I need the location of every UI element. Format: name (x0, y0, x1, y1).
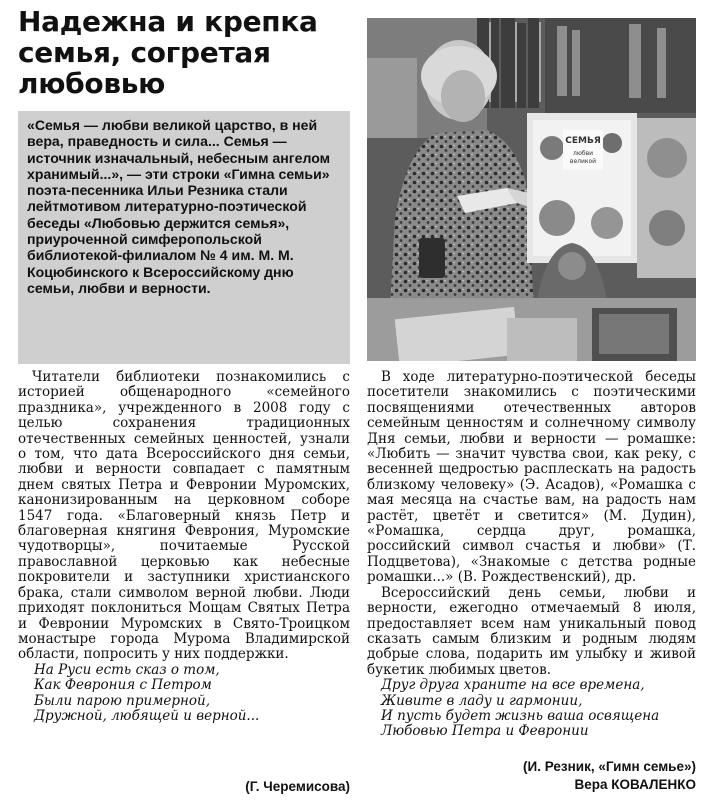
verse-line: И пусть будет жизнь ваша освящена (381, 707, 660, 724)
lead-text: «Семья — любви великой царство, в ней вера, праведность и сила... Семья — источник изначальный, небесным ангелом хранимый...», — эти строки «Гимна семьи» поэта-песенника Ильи Резника стали лейтмотивом литературно-поэтической беседы «Любовью держится семья», приуроченной симферопольской библиотекой-филиалом № 4 им. М. М. Коцюбинского к Всероссийскому дню семьи, любви и верности. (27, 117, 331, 296)
verse-line: Любовью Петра и Февронии (381, 723, 589, 740)
svg-text:любви: любви (572, 150, 594, 157)
verse-right-credit: (И. Резник, «Гимн семье») (523, 759, 696, 774)
verse-line: Были парою примерной, (34, 692, 211, 709)
article-photo (367, 18, 696, 361)
svg-text:великой: великой (569, 158, 597, 165)
verse-line: Живите в ладу и гармонии, (381, 692, 583, 709)
body-right-2: Всероссийский день семьи, любви и верности, ежегодно отмечаемый 8 июля, предоставляет всем нам уникальный повод сказать самым близким и родным людям добрые слова, подарить им улыбку и живой букетик любимых цветов. (367, 584, 696, 678)
verse-line: На Руси есть сказ о том, (34, 661, 220, 678)
verse-right (367, 678, 696, 740)
body-right-1: В ходе литературно-поэтической беседы посетители знакомились с поэтическими посвящениями отечественных авторов семейным ценностям и солнечному символу Дня семьи, любви и верности — ромашке: «Любить — значит чувства свои, как реку, с весенней щедростью расплескать на радость близкому человеку» (Э. Асадов), «Ромашка с мая месяца на счастье вам, на радость нам растёт, цветёт и светится» (М. Дудин), «Ромашка, сердца друг, ромашка, российский символ счастья и любви» (Т. Подцветова), «Знакомые с детства родные ромашки...» (В. Рождественский), др. (367, 369, 696, 586)
body-left: Читатели библиотеки познакомились с историей общенародного «семейного праздника», учрежденного в 2008 году с целью сохранения традиционных отечественных семейных ценностей, узнали о том, что дата Всероссийского дня семьи, любви и верности совпадает с памятным днем святых Петра и Февронии Муромских, канонизированным на церковном соборе 1547 года. «Благоверный князь Петр и благоверная княгиня Феврония, Муромские чудотворцы», почитаемые Русской православной церковью как небесные покровители и заступники христианского брака, стали символом верной любви. Люди приходят поклониться Мощам Святых Петра и Февронии Муромских в Свято-Троицком монастыре города Мурома Владимирской области, попросить у них поддержки. (18, 369, 350, 663)
verse-line: Как Феврония с Петром (34, 677, 212, 694)
verse-left-credit: (Г. Черемисова) (245, 779, 350, 794)
svg-text:СЕМЬЯ: СЕМЬЯ (565, 136, 601, 146)
verse-line: Дружной, любящей и верной... (34, 707, 260, 724)
author-byline: Вера КОВАЛЕНКО (574, 777, 696, 792)
headline: Надежна и крепка семья, согретая любовью (18, 5, 318, 100)
lead-box (18, 111, 350, 364)
verse-left (18, 663, 350, 725)
column-right (367, 370, 696, 740)
verse-line: Друг друга храните на все времена, (381, 677, 645, 694)
column-left (18, 370, 350, 724)
